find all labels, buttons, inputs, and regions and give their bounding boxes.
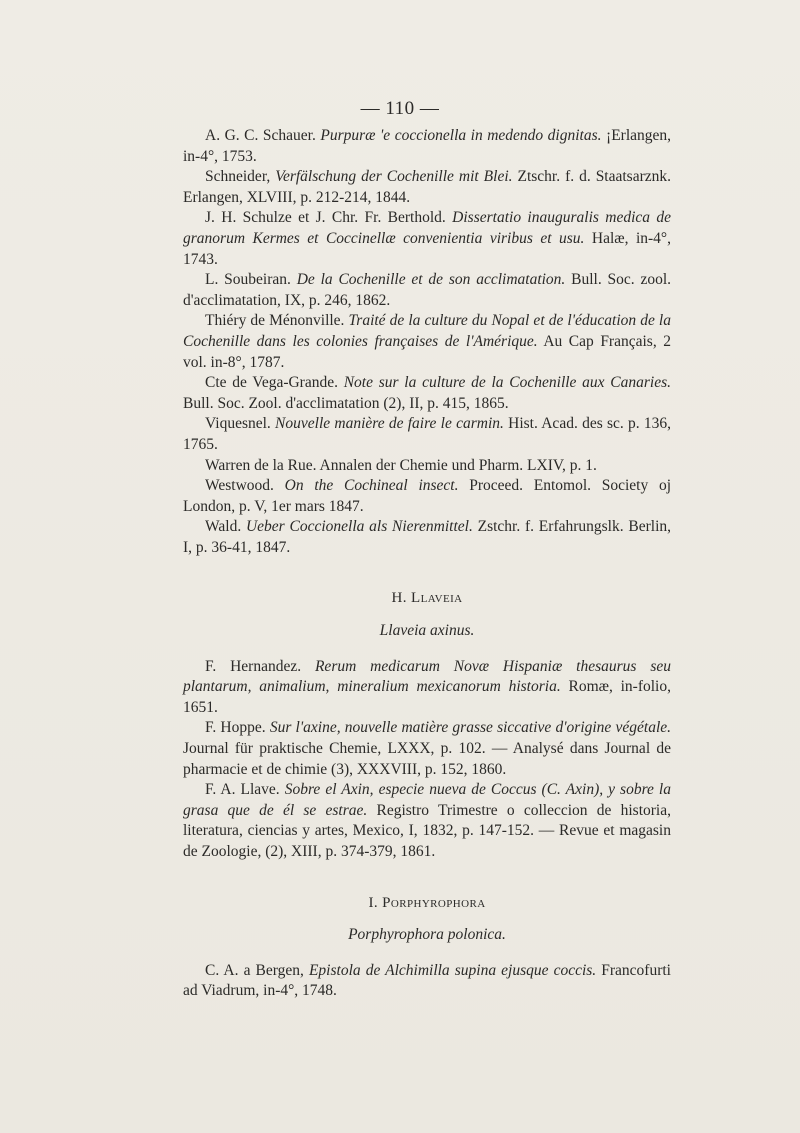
section-heading-i: I. Porphyrophora	[368, 894, 486, 911]
bibliography	[183, 126, 671, 1002]
bib-entry: Westwood. On the Cochineal insect. Proceed. Entomol. Society oj London, p. V, 1er mars 1847.	[183, 477, 672, 515]
bib-entry: F. Hoppe. Sur l'axine, nouvelle matière grasse siccative d'origine végétale. Journal für praktische Chemie, LXXX, p. 102. — Analysé dans Journal de pharmacie et de chimie (3), XXXVIII, p. 152, 1860.	[183, 719, 672, 778]
bib-entry: L. Soubeiran. De la Cochenille et de son acclimatation. Bull. Soc. zool. d'acclimatation, IX, p. 246, 1862.	[183, 271, 672, 309]
bib-entry: Cte de Vega-Grande. Note sur la culture de la Cochenille aux Canaries. Bull. Soc. Zool. d'acclimatation (2), II, p. 415, 1865.	[183, 374, 671, 412]
bib-entry: Warren de la Rue. Annalen der Chemie und Pharm. LXIV, p. 1.	[205, 456, 597, 474]
bib-entry: A. G. C. Schauer. Purpuræ 'e coccionella in medendo dignitas. ¡Erlangen, in-4°, 1753.	[183, 127, 672, 165]
species-heading-h: Llaveia axinus.	[379, 622, 475, 640]
bib-entry: F. Hernandez. Rerum medicarum Novæ Hispaniæ thesaurus seu plantarum, animalium, mineralium mexicanorum historia. Romæ, in-folio, 1651.	[183, 657, 671, 716]
bib-entry: Viquesnel. Nouvelle manière de faire le carmin. Hist. Acad. des sc. p. 136, 1765.	[183, 415, 672, 453]
bib-entry: F. A. Llave. Sobre el Axin, especie nueva de Coccus (C. Axin), y sobre la grasa que de él se estrae. Registro Trimestre o colleccion de historia, literatura, ciencias y artes, Mexico, I, 1832, p. 147-152. — Revue et magasin de Zoologie, (2), XIII, p. 374-379, 1861.	[183, 781, 671, 860]
page-number: — 110 —	[360, 98, 440, 119]
section-heading-h: H. Llaveia	[391, 590, 463, 607]
bib-entry: Schneider, Verfälschung der Cochenille mit Blei. Ztschr. f. d. Staatsarznk. Erlangen, XLVIII, p. 212-214, 1844.	[183, 168, 672, 206]
bib-entry: C. A. a Bergen, Epistola de Alchimilla supina ejusque coccis. Francofurti ad Viadrum, in-4°, 1748.	[183, 961, 671, 1000]
section-g-entries	[183, 126, 671, 558]
bib-entry: Thiéry de Ménonville. Traité de la culture du Nopal et de l'éducation de la Cochenille dans les colonies françaises de l'Amérique. Au Cap Français, 2 vol. in-8°, 1787.	[183, 312, 671, 371]
species-heading-i: Porphyrophora polonica.	[348, 926, 506, 944]
bib-entry: Wald. Ueber Coccionella als Nierenmittel. Zstchr. f. Erfahrungslk. Berlin, I, p. 36-41, 1847.	[183, 518, 671, 556]
bib-entry: J. H. Schulze et J. Chr. Fr. Berthold. Dissertatio inauguralis medica de granorum Kermes et Coccinellæ convenientia viribus et usu. Halæ, in-4°, 1743.	[183, 209, 671, 268]
